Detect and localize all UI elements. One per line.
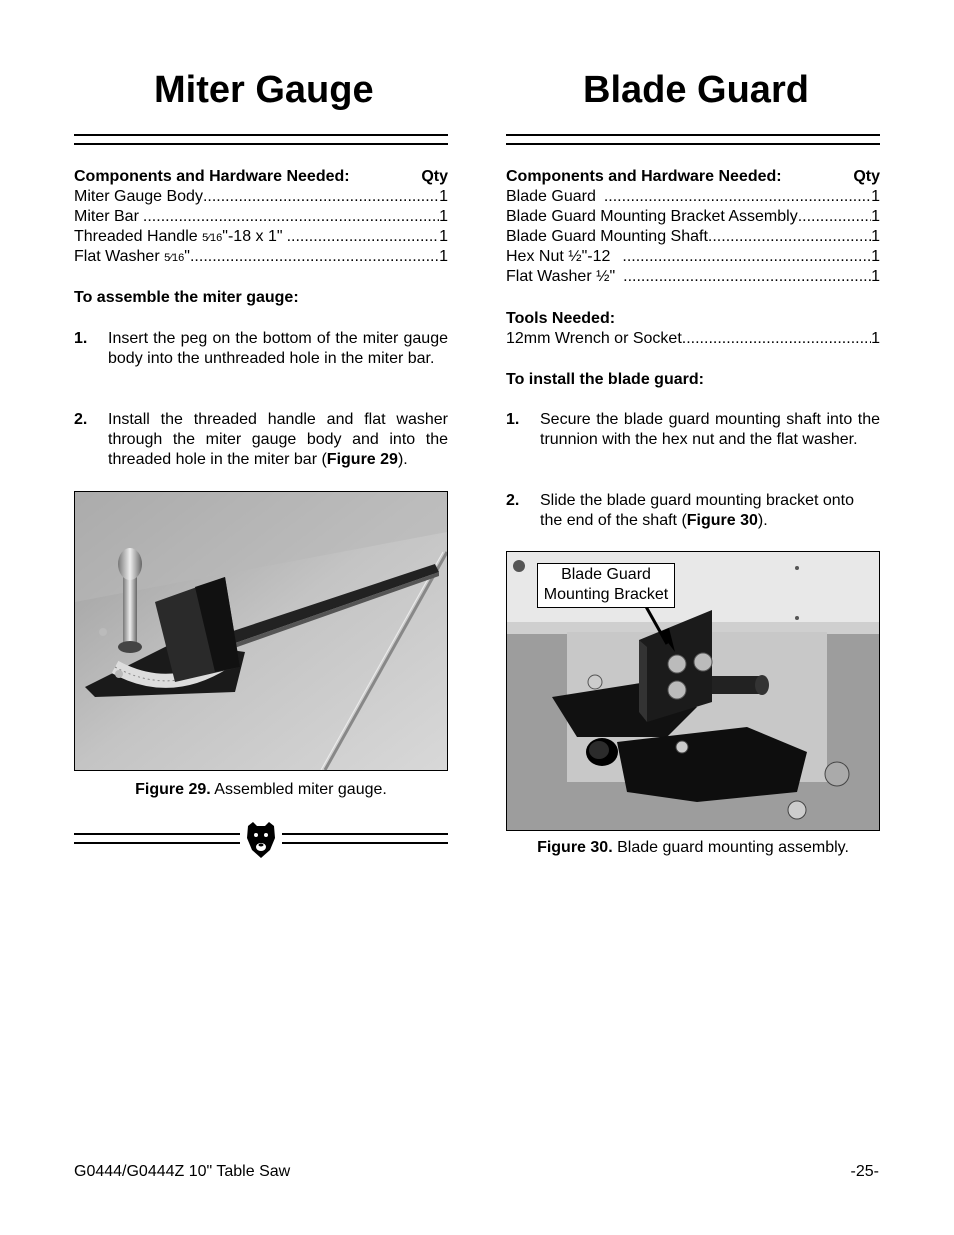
- blade-step-1: 1. Secure the blade guard mounting shaft into the trunnion with the hex nut and the flat washer.: [506, 411, 880, 448]
- figure-29-caption: Figure 29. Assembled miter gauge.: [135, 781, 387, 798]
- list-item: Hex Nut ½"-12 ..... 1: [506, 247, 880, 267]
- qty-header: Qty: [421, 168, 448, 185]
- blade-components-list: [506, 167, 880, 287]
- miter-procedure-heading: To assemble the miter gauge:: [74, 289, 299, 306]
- miter-step-2: 2. Install the threaded handle and flat washer through the miter gauge body and into the threaded hole in the miter bar (Figure 29).: [74, 411, 448, 468]
- title-rule: [506, 134, 880, 145]
- list-item: Threaded Handle 5⁄16"-18 x 1" ..... 1: [74, 227, 448, 247]
- blade-guard-title: Blade Guard: [583, 69, 809, 111]
- page-number: -25-: [850, 1163, 879, 1180]
- components-header: Components and Hardware Needed:: [74, 168, 350, 185]
- list-item: Blade Guard Mounting Bracket Assembly ..... 1: [506, 207, 880, 227]
- list-item: Flat Washer ½" ..... 1: [506, 267, 880, 287]
- figure-30-caption: Figure 30. Blade guard mounting assembly.: [537, 839, 849, 856]
- callout-label: Blade Guard Mounting Bracket: [537, 563, 675, 608]
- blade-step-2: 2. Slide the blade guard mounting bracket onto the end of the shaft (Figure 30).: [506, 492, 854, 529]
- figure-29-image: [74, 491, 448, 771]
- tools-list: [506, 309, 880, 349]
- blade-procedure-heading: To install the blade guard:: [506, 371, 704, 388]
- tools-heading: Tools Needed:: [506, 310, 616, 327]
- divider-left: [74, 833, 240, 844]
- miter-gauge-title: Miter Gauge: [154, 69, 374, 111]
- divider-right: [282, 833, 448, 844]
- list-item: Flat Washer 5⁄16" ..... 1: [74, 247, 448, 267]
- list-item: Blade Guard Mounting Shaft ..... 1: [506, 227, 880, 247]
- list-item: Miter Bar ..... 1: [74, 207, 448, 227]
- bear-logo-icon: [244, 820, 278, 860]
- miter-components-list: [74, 167, 448, 267]
- footer-model: G0444/G0444Z 10" Table Saw: [74, 1163, 291, 1180]
- list-item: Miter Gauge Body ..... 1: [74, 187, 448, 207]
- list-item: 12mm Wrench or Socket ..... 1: [506, 329, 880, 349]
- miter-gauge-illustration: [75, 492, 447, 770]
- title-rule: [74, 134, 448, 145]
- qty-header: Qty: [853, 168, 880, 185]
- components-header: Components and Hardware Needed:: [506, 168, 782, 185]
- figure-30-image: [506, 551, 880, 831]
- list-item: Blade Guard ..... 1: [506, 187, 880, 207]
- miter-step-1: 1. Insert the peg on the bottom of the miter gauge body into the unthreaded hole in the miter bar.: [74, 330, 448, 367]
